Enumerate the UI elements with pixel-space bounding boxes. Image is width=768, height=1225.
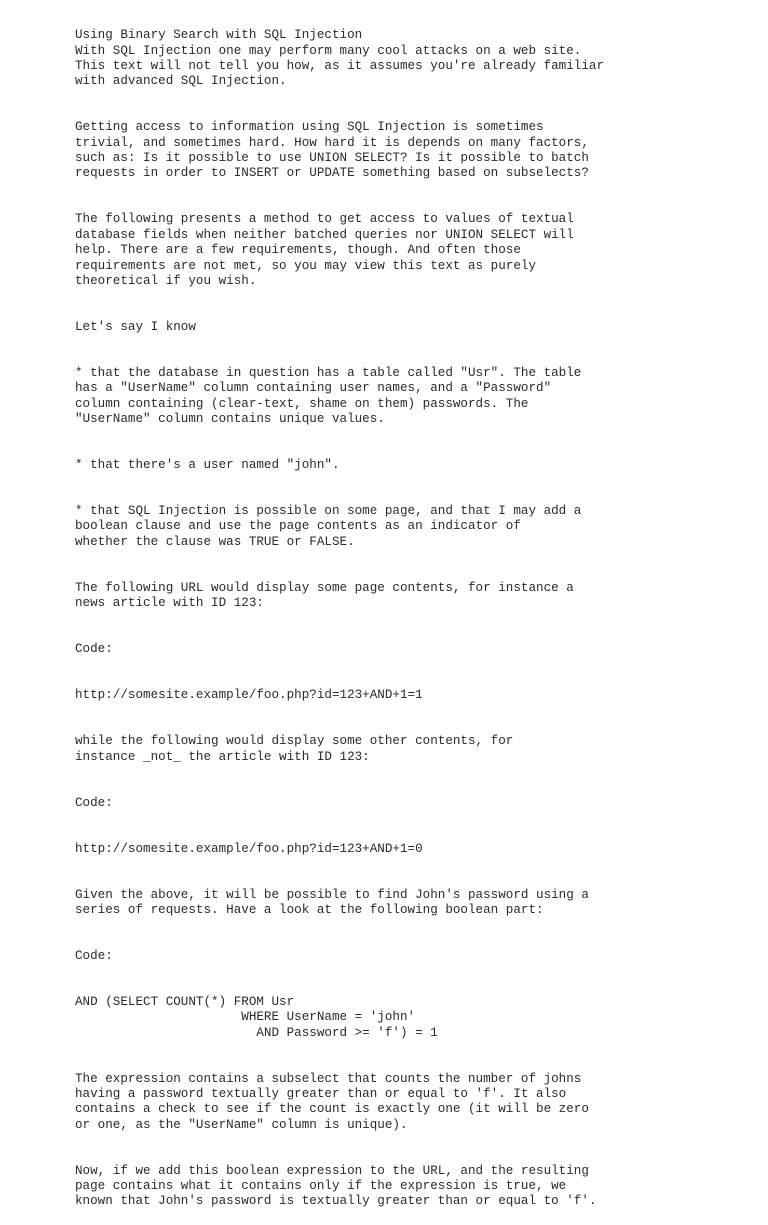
document-title: Using Binary Search with SQL Injection xyxy=(75,28,363,43)
document-header xyxy=(75,28,755,89)
intro-paragraph: With SQL Injection one may perform many cool attacks on a web site. This text will not tell you how, as it assumes you're already familiar with advanced SQL Injection. xyxy=(75,43,605,89)
code-label: Code: xyxy=(75,642,113,657)
code-url-true: http://somesite.example/foo.php?id=123+AND+1=1 xyxy=(75,688,423,703)
document-body xyxy=(75,13,755,1225)
code-url-false: http://somesite.example/foo.php?id=123+AND+1=0 xyxy=(75,841,423,856)
given-paragraph: Given the above, it will be possible to find John's password using a series of requests. Have a look at the following boolean part: xyxy=(75,887,589,917)
url-other-paragraph: while the following would display some other contents, for instance _not_ the article with ID 123: xyxy=(75,734,514,764)
code-label: Code: xyxy=(75,948,113,963)
bullet-table-info: * that the database in question has a table called "Usr". The table has a "UserName" column containing user names, and a "Password" column containing (clear-text, shame on them) passwords. The "UserName" column contains unique values. xyxy=(75,365,582,426)
code-sql-block: AND (SELECT COUNT(*) FROM Usr WHERE UserName = 'john' AND Password >= 'f') = 1 xyxy=(75,995,438,1040)
bullet-user-john: * that there's a user named "john". xyxy=(75,457,340,472)
bullet-injection-possible: * that SQL Injection is possible on some page, and that I may add a boolean clause and use the page contents as an indicator of whether the clause was TRUE or FALSE. xyxy=(75,504,582,549)
expression-paragraph: The expression contains a subselect that counts the number of johns having a password textually greater than or equal to 'f'. It also contains a check to see if the count is exactly one (it will be zero or one, as the "UserName" column is unique). xyxy=(75,1071,589,1132)
url-intro-paragraph: The following URL would display some page contents, for instance a news article with ID 123: xyxy=(75,580,574,611)
assumptions-intro: Let's say I know xyxy=(75,319,196,334)
access-paragraph: Getting access to information using SQL Injection is sometimes trivial, and sometimes hard. How hard it is depends on many factors, such as: Is it possible to use UNION SELECT? Is it possible to batch requests in order to INSERT or UPDATE something based on subselects? xyxy=(75,120,589,181)
conclusion-paragraph: Now, if we add this boolean expression to the URL, and the resulting page contains what it contains only if the expression is true, we known that John's password is textually greater than or equal to 'f'. xyxy=(75,1163,597,1209)
method-paragraph: The following presents a method to get access to values of textual database fields when neither batched queries nor UNION SELECT will help. There are a few requirements, though. And often those requirements are not met, so you may view this text as purely theoretical if you wish. xyxy=(75,212,574,288)
code-label: Code: xyxy=(75,795,113,810)
